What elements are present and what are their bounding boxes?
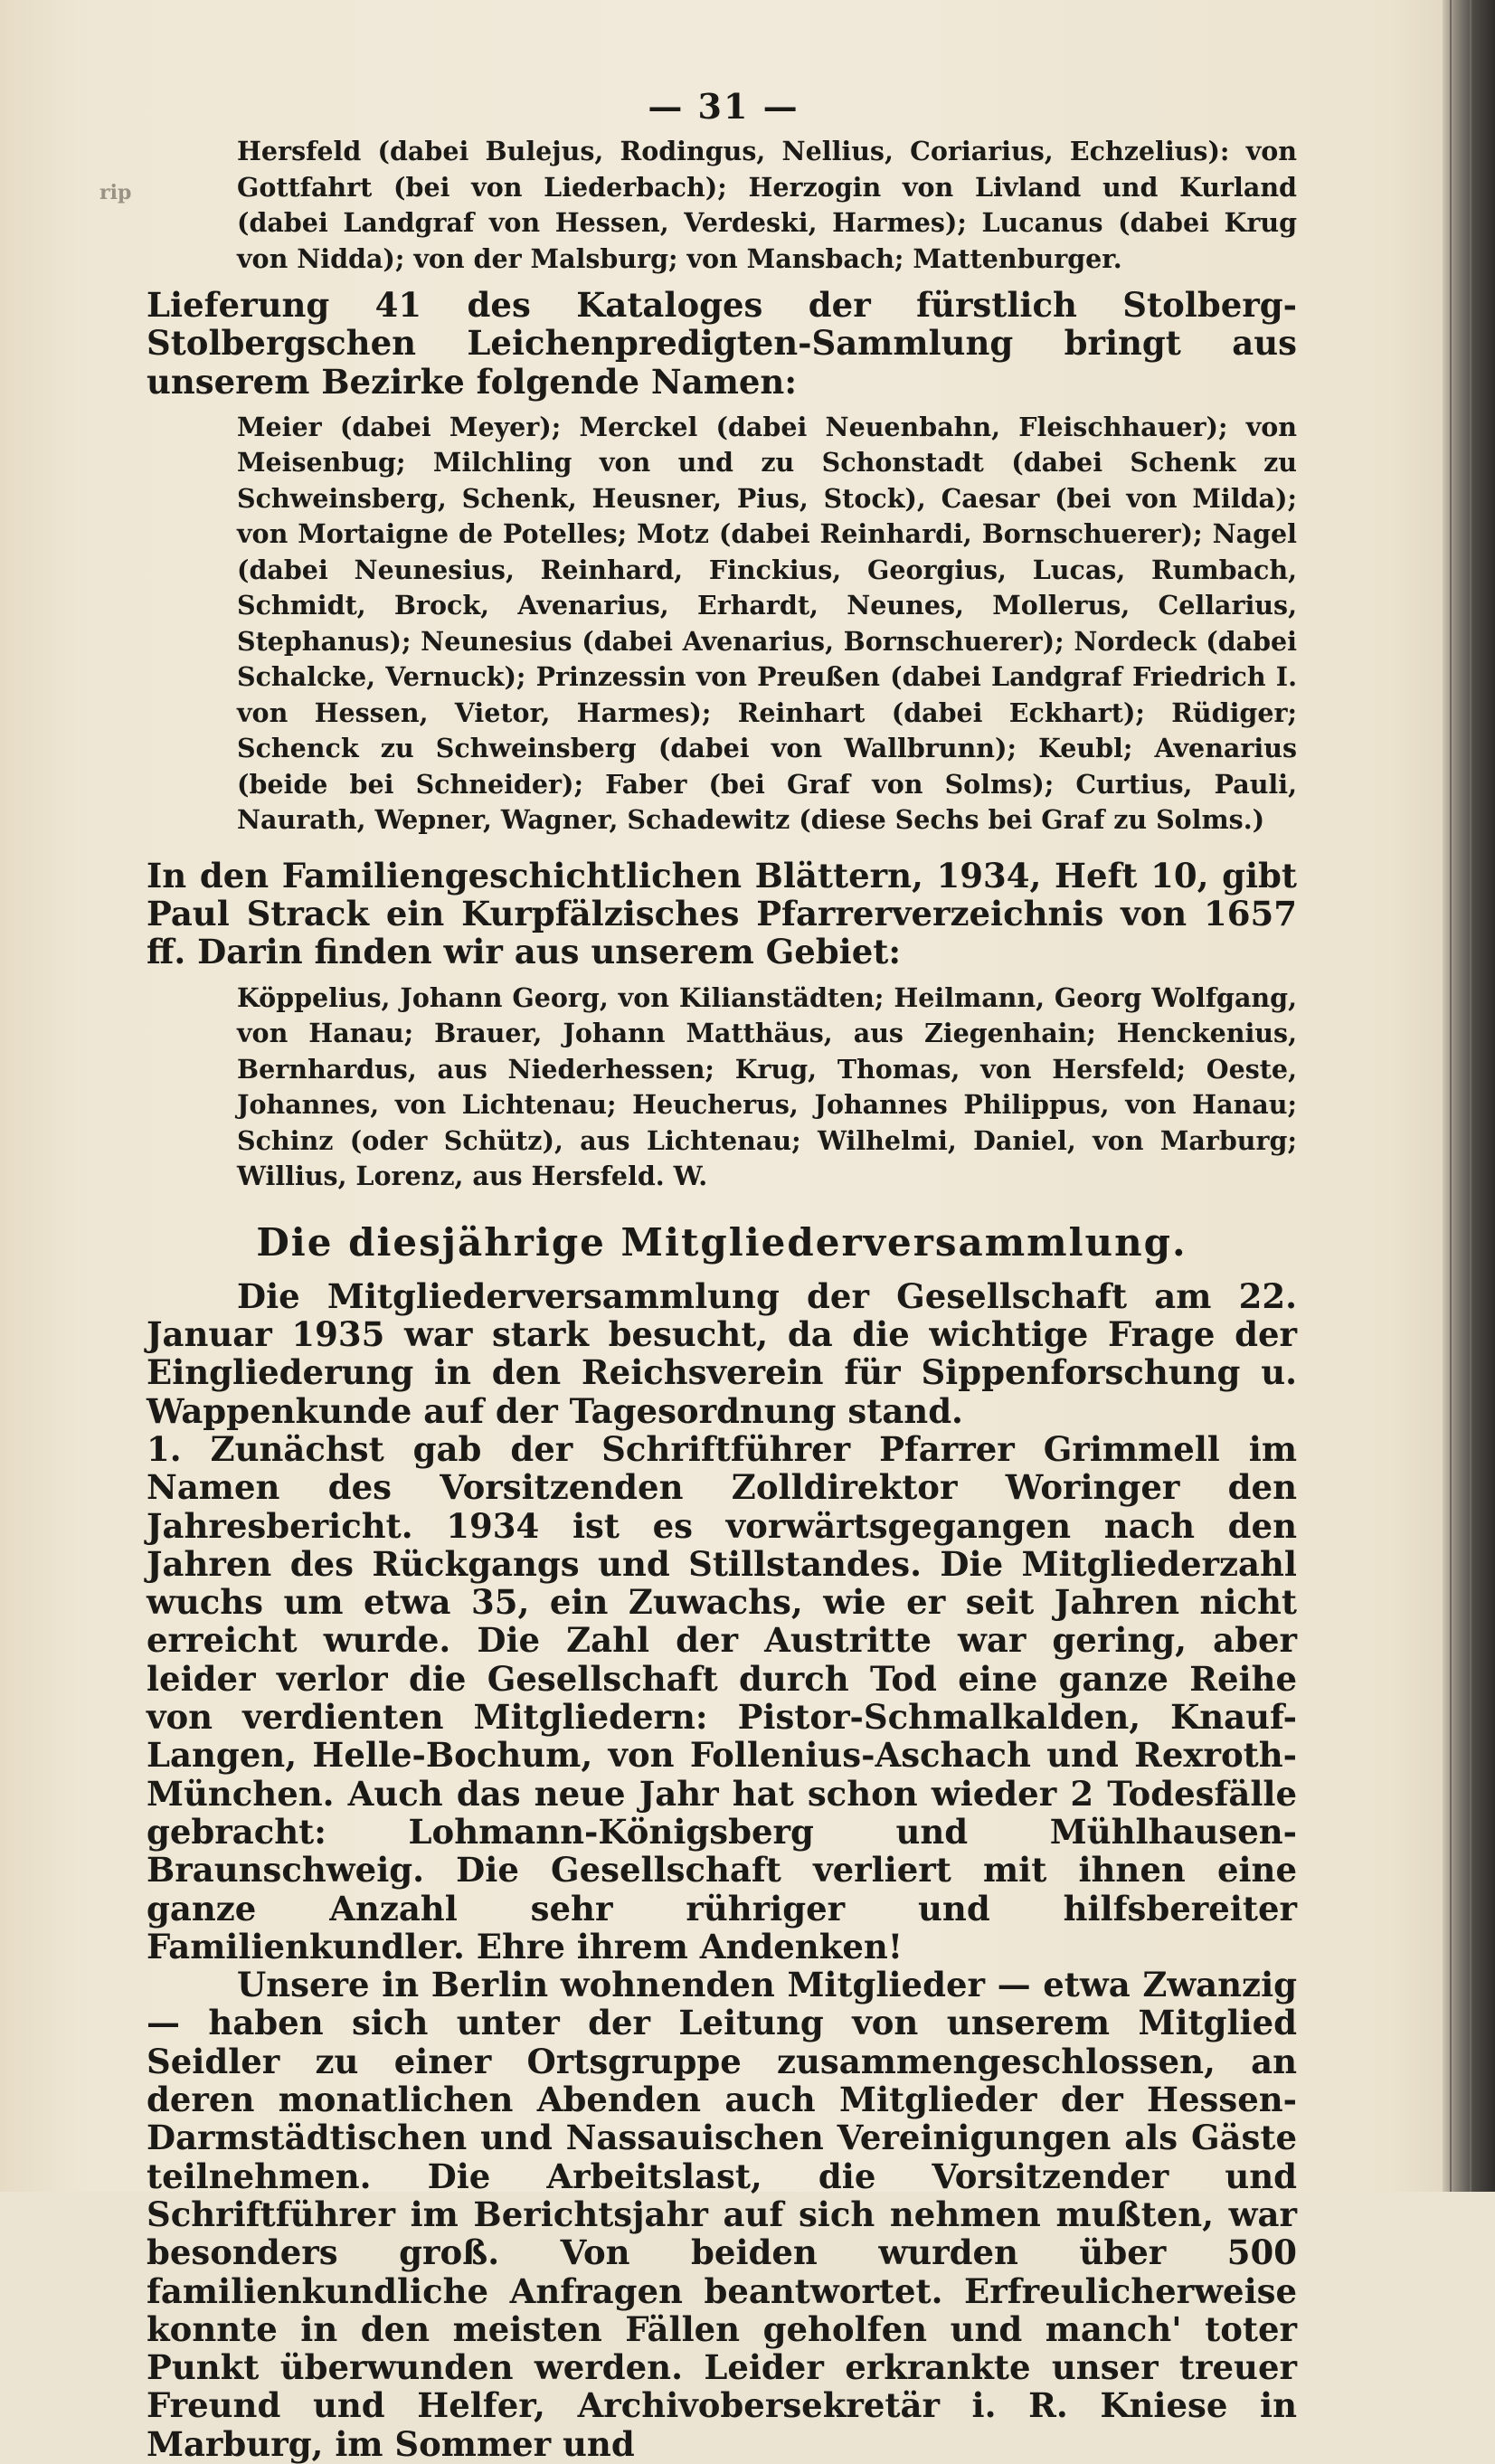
section-heading: Die diesjährige Mitgliederversammlung. (256, 1219, 1187, 1265)
spine-edge-line (1470, 0, 1471, 2192)
book-spine-shadow (1443, 0, 1495, 2192)
paragraph-name-list-2: Meier (dabei Meyer); Merckel (dabei Neuenbahn, Fleischhauer); von Meisenbug; Milchling von und zu Schonstadt (dabei Schenk zu Schweinsberg, Schenk, Heusner, Pius, Stock), Caesar (bei von Milda); von Mortaigne de Potelles; Motz (dabei Reinhardi, Bornschuerer); Nagel (dabei Neunesius, Reinhard, Finckius, Georgius, Lucas, Rumbach, Schmidt, Brock, Avenarius, Erhardt, Neunes, Mollerus, Cellarius, Stephanus); Neunesius (dabei Avenarius, Bornschuerer); Nordeck (dabei Schalcke, Vernuck); Prinzessin von Preußen (dabei Landgraf Friedrich I. von Hessen, Vietor, Harmes); Reinhart (dabei Eckhart); Rüdiger; Schenck zu Schweinsberg (dabei von Wallbrunn); Keubl; Avenarius (beide bei Schneider); Faber (bei Graf von Solms); Curtius, Pauli, Naurath, Wepner, Wagner, Schadewitz (diese Sechs bei Graf zu Solms.) (237, 411, 1297, 836)
page-number: — 31 — (648, 86, 800, 127)
page-content (147, 134, 1297, 2463)
spine-edge-line (1450, 0, 1452, 2192)
paragraph-name-list-1: Hersfeld (dabei Bulejus, Rodingus, Nellius, Coriarius, Echzelius): von Gottfahrt (bei von Liederbach); Herzogin von Livland und Kurland (dabei Landgraf von Hessen, Verdeski, Harmes); Lucanus (dabei Krug von Nidda); von der Malsburg; von Mansbach; Mattenburger. (237, 136, 1297, 274)
paragraph-meeting-intro: Die Mitgliederversammlung der Gesellschaft am 22. Januar 1935 war stark besucht, da die wichtige Frage der Eingliederung in den Reichsverein für Sippenforschung u. Wappenkunde auf der Tagesordnung stand. (147, 1275, 1297, 1431)
paragraph-berlin-group: Unsere in Berlin wohnenden Mitglieder — etwa Zwanzig — haben sich unter der Leitung von unserem Mitglied Seidler zu einer Ortsgruppe zusammengeschlossen, an deren monatlichen Abenden auch Mitglieder der Hessen-Darmstädtischen und Nassauischen Vereinigungen als Gäste teilnehmen. Die Arbeitslast, die Vorsitzender und Schriftführer im Berichtsjahr auf sich nehmen mußten, war besonders groß. Von beiden wurden über 500 familienkundliche Anfragen beantwortet. Erfreulicherweise konnte in den meisten Fällen geholfen und manch' toter Punkt überwunden werden. Leider erkrankte unser treuer Freund und Helfer, Archivobersekretär i. R. Kniese in Marburg, im Sommer und (147, 1965, 1297, 2464)
paragraph-pfarrer-list: Köppelius, Johann Georg, von Kilianstädten; Heilmann, Georg Wolfgang, von Hanau; Brauer, Johann Matthäus, aus Ziegenhain; Henckenius, Bernhardus, aus Niederhessen; Krug, Thomas, von Hersfeld; Oeste, Johannes, von Lichtenau; Heucherus, Johannes Philippus, von Hanau; Schinz (oder Schütz), aus Lichtenau; Wilhelmi, Daniel, von Marburg; Willius, Lorenz, aus Hersfeld. W. (237, 981, 1297, 1192)
paragraph-pfarrer-intro: In den Familiengeschichtlichen Blättern, 1934, Heft 10, gibt Paul Strack ein Kurpfälzisches Pfarrerverzeichnis von 1657 ff. Darin finden wir aus unserem Gebiet: (147, 855, 1297, 972)
paragraph-catalog-intro: Lieferung 41 des Kataloges der fürstlich Stolberg-Stolbergschen Leichenpredigten-Sammlung bringt aus unserem Bezirke folgende Namen: (147, 285, 1297, 402)
paragraph-annual-report: 1. Zunächst gab der Schriftführer Pfarrer Grimmell im Namen des Vorsitzenden Zolldirektor Woringer den Jahresbericht. 1934 ist es vorwärtsgegangen nach den Jahren des Rückgangs und Stillstandes. Die Mitgliederzahl wuchs um etwa 35, ein Zuwachs, wie er seit Jahren nicht erreicht wurde. Die Zahl der Austritte war gering, aber leider verlor die Gesellschaft durch Tod eine ganze Reihe von verdienten Mitgliedern: Pistor-Schmalkalden, Knauf-Langen, Helle-Bochum, von Follenius-Aschach und Rexroth-München. Auch das neue Jahr hat schon wieder 2 Todesfälle gebracht: Lohmann-Königsberg und Mühlhausen-Braunschweig. Die Gesellschaft verliert mit ihnen eine ganze Anzahl sehr rühriger und hilfsbereiter Familienkundler. Ehre ihrem Andenken! (147, 1428, 1297, 1966)
margin-marks: rip (99, 181, 132, 204)
